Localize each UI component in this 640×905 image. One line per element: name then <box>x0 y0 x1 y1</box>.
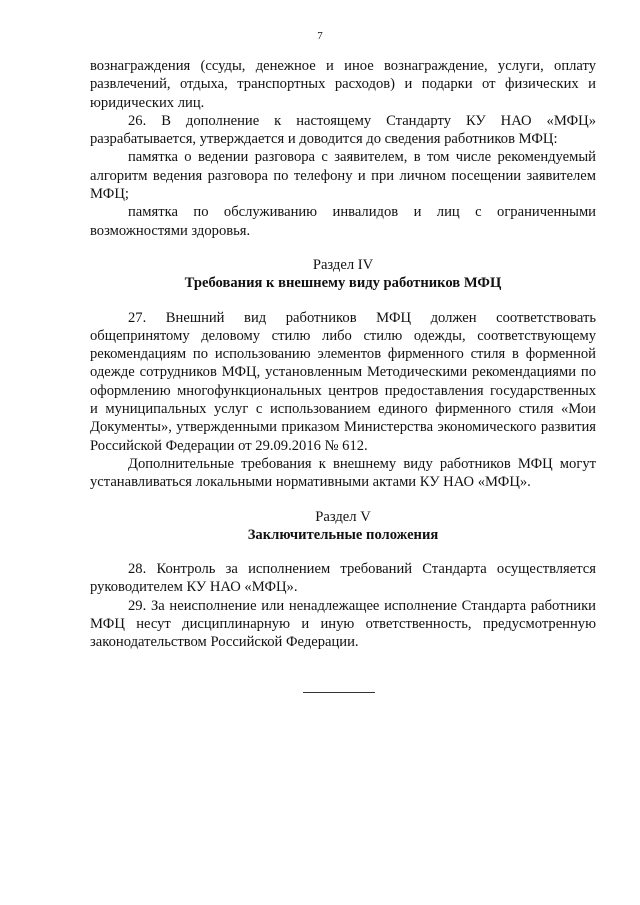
section-4-label: Раздел IV <box>312 256 374 273</box>
document-body <box>90 57 596 652</box>
end-divider <box>303 692 375 693</box>
spacer <box>90 293 596 309</box>
paragraph-28: 28. Контроль за исполнением требований Стандарта осуществляется руководителем КУ НАО «МФЦ». <box>90 561 596 596</box>
paragraph-26: 26. В дополнение к настоящему Стандарту КУ НАО «МФЦ» разрабатывается, утверждается и доводится до сведения работников МФЦ: <box>90 112 596 148</box>
section-5-label: Раздел V <box>315 508 371 525</box>
page-number: 7 <box>317 30 323 42</box>
memo-item-conversation: памятка о ведении разговора с заявителем, в том числе рекомендуемый алгоритм ведения разговора по телефону и при личном посещении заявителем МФЦ; <box>90 149 596 203</box>
spacer <box>90 544 596 560</box>
paragraph-27: 27. Внешний вид работников МФЦ должен соответствовать общепринятому деловому стилю либо стилю одежды, соответствующему рекомендациям по использованию элементов фирменного стиля в форменной одежде сотрудников МФЦ, установленным Методическими рекомендациями по оформлению многофункциональных центров предоставления государственных и муниципальных услуг с использованием единого фирменного стиля «Мои Документы», утвержденными приказом Министерства экономического развития Российской Федерации от 29.09.2016 № 612. <box>90 309 596 454</box>
paragraph-29: 29. За неисполнение или ненадлежащее исполнение Стандарта работники МФЦ несут дисциплинарную и иную ответственность, предусмотренную законодательством Российской Федерации. <box>90 597 596 651</box>
section-4-title: Требования к внешнему виду работников МФЦ <box>184 275 502 292</box>
paragraph-27-additional: Дополнительные требования к внешнему виду работников МФЦ могут устанавливаться локальными нормативными актами КУ НАО «МФЦ». <box>90 455 596 491</box>
memo-item-disabled-service: памятка по обслуживанию инвалидов и лиц с ограниченными возможностями здоровья. <box>90 204 596 239</box>
section-5-title: Заключительные положения <box>247 526 439 543</box>
paragraph-continuation: вознаграждения (ссуды, денежное и иное вознаграждение, услуги, оплату развлечений, отдыха, транспортных расходов) и подарки от физических и юридических лиц. <box>90 58 596 111</box>
